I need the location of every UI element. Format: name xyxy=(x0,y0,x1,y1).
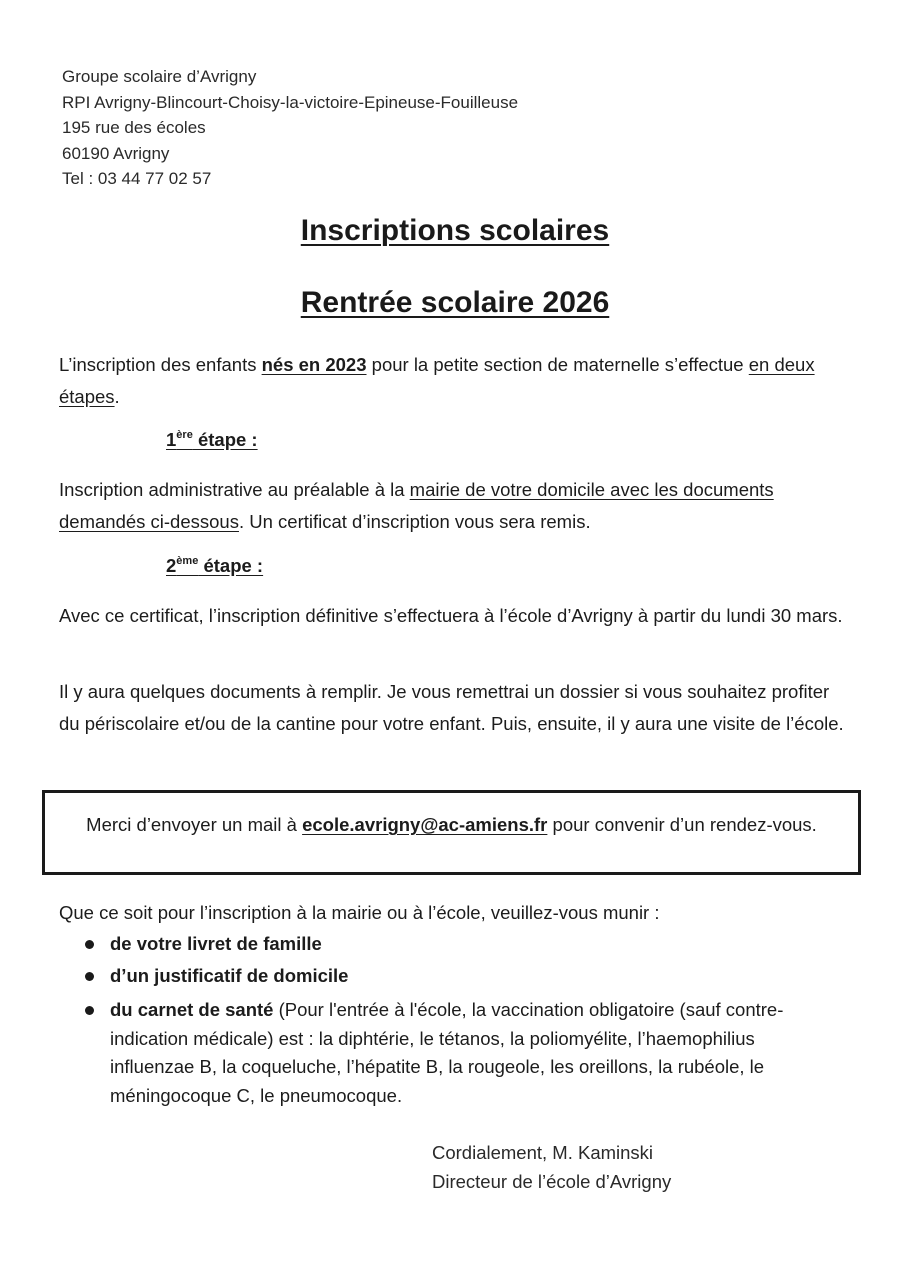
intro-text: pour la petite section de maternelle s’effectue xyxy=(366,354,749,375)
list-item-label: de votre livret de famille xyxy=(110,933,322,954)
bullet-icon xyxy=(85,940,94,949)
school-group-name: RPI Avrigny-Blincourt-Choisy-la-victoire-Epineuse-Fouilleuse xyxy=(62,92,519,112)
postal-city: 60190 Avrigny xyxy=(62,143,170,163)
documents-paragraph: Il y aura quelques documents à remplir. Je vous remettrai un dossier si vous souhaitez profiter du périscolaire et/ou de la cantine pour votre enfant. Puis, ensuite, il y aura une visite de l’école. xyxy=(59,681,844,734)
page-subtitle: Rentrée scolaire 2026 xyxy=(300,286,610,319)
contact-text-end: pour convenir d’un rendez-vous. xyxy=(547,814,817,835)
contact-box xyxy=(42,790,861,875)
school-name: Groupe scolaire d’Avrigny xyxy=(62,67,257,86)
step-2-ordinal: ème xyxy=(176,555,199,567)
step-1-number: 1 xyxy=(166,429,177,450)
street-address: 195 rue des écoles xyxy=(62,118,206,137)
step-1-heading xyxy=(166,429,258,451)
step-1-text: Inscription administrative au préalable à la xyxy=(59,479,410,500)
page-title: Inscriptions scolaires xyxy=(300,214,610,247)
school-address-block xyxy=(62,64,518,192)
step-2-heading xyxy=(166,555,263,577)
step-1-label: étape : xyxy=(192,429,258,450)
list-item xyxy=(110,962,810,991)
signature-role: Directeur de l’école d’Avrigny xyxy=(432,1171,672,1192)
intro-paragraph xyxy=(59,349,849,413)
contact-text-start: Merci d’envoyer un mail à xyxy=(86,814,303,835)
bullet-icon xyxy=(85,972,94,981)
list-intro: Que ce soit pour l’inscription à la mairie ou à l’école, veuillez-vous munir : xyxy=(59,902,660,923)
birth-year-highlight: nés en 2023 xyxy=(261,354,367,375)
list-item xyxy=(110,996,810,1110)
intro-text: L’inscription des enfants xyxy=(59,354,262,375)
email-link[interactable]: ecole.avrigny@ac-amiens.fr xyxy=(302,814,548,835)
phone-number: Tel : 03 44 77 02 57 xyxy=(62,169,212,188)
bullet-icon xyxy=(85,1006,94,1015)
intro-text: . xyxy=(114,386,120,407)
step-1-ordinal: ère xyxy=(176,429,193,441)
signature-greeting: Cordialement, M. Kaminski xyxy=(432,1142,654,1163)
list-item xyxy=(110,930,810,959)
list-item-label: du carnet de santé xyxy=(110,999,274,1020)
town-hall-highlight: mairie de votre domicile avec les documents demandés ci-dessous xyxy=(59,479,774,532)
step-1-text: . Un certificat d’inscription vous sera remis. xyxy=(238,511,591,532)
step-2-number: 2 xyxy=(166,555,177,576)
signature-block xyxy=(432,1138,671,1196)
step-2-label: étape : xyxy=(198,555,264,576)
list-item-label: d’un justificatif de domicile xyxy=(110,965,349,986)
step-2-paragraph: Avec ce certificat, l’inscription définitive s’effectuera à l’école d’Avrigny à partir du lundi 30 mars. xyxy=(59,605,843,626)
two-steps-highlight: en deux étapes xyxy=(59,354,815,407)
contact-text xyxy=(65,809,838,840)
step-1-paragraph xyxy=(59,474,849,538)
vaccination-details: (Pour l'entrée à l'école, la vaccination obligatoire (sauf contre-indication médicale) est : la diphtérie, le tétanos, la poliomyélite, l’haemophilius influenzae B, la coqueluche, l’hépatite B, la rougeole, les oreillons, la rubéole, le méningocoque C, le pneumocoque. xyxy=(110,999,784,1106)
